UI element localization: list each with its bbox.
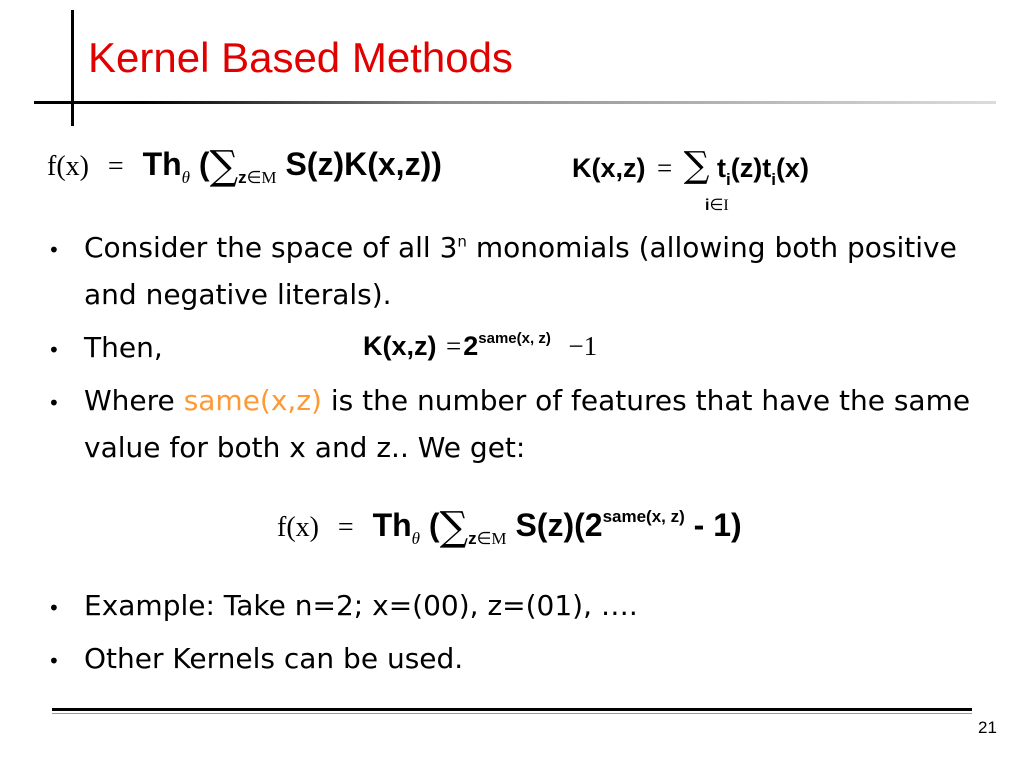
same-xz-highlight: same(x,z): [183, 384, 322, 417]
bullet-continuation: and negative literals).: [84, 278, 392, 311]
bullet-marker: •: [48, 649, 60, 673]
footer-rule-thin: [52, 713, 972, 714]
bullet-marker: •: [48, 596, 60, 620]
formula-exponent: same(x, z): [478, 330, 551, 347]
page-number: 21: [978, 718, 997, 737]
formula-th: Th: [372, 507, 412, 543]
formula-theta: θ: [411, 529, 421, 548]
sum-symbol: ∑: [209, 143, 239, 189]
formula-equals: =: [657, 153, 673, 183]
formula-open-paren: (: [198, 146, 210, 182]
sum-sub-z: z: [468, 529, 477, 548]
sum-symbol: ∑: [683, 145, 710, 186]
formula-tail: - 1): [684, 507, 742, 543]
bullet-continuation: value for both x and z.. We get:: [84, 431, 526, 464]
formula-theta: θ: [181, 168, 191, 187]
bullet-text: Then,: [84, 331, 163, 364]
sum-sub-set: ∈M: [246, 168, 277, 187]
formula-exponent: same(x, z): [602, 507, 685, 526]
formula-equals: =: [107, 151, 124, 182]
bullet-text: Consider the space of all 3$^n$ monomials (allowing both positive: [84, 231, 957, 264]
formula-minus-one: −1: [568, 331, 598, 361]
sum-under-i: i: [705, 197, 710, 214]
formula-paren-x: (x): [775, 153, 809, 183]
formula-th: Th: [142, 146, 182, 182]
formula-lhs: f(x): [277, 512, 319, 543]
bullet-text: Example: Take n=2; x=(00), z=(01), ….: [84, 589, 638, 622]
footer-rule: [52, 708, 972, 711]
bullet-text: Other Kernels can be used.: [84, 642, 464, 675]
formula-paren-z: (z): [730, 153, 763, 183]
bullet-marker: •: [48, 391, 60, 415]
sum-symbol: ∑: [439, 504, 469, 550]
formula-kernel-def: [572, 145, 809, 189]
title-vertical-rule: [71, 10, 74, 126]
sum-under-set: ∈I: [709, 197, 729, 214]
formula-i: i: [771, 170, 776, 189]
formula-t: t: [716, 153, 726, 183]
bullet-marker: •: [48, 338, 60, 362]
formula-f-kernel: [47, 142, 442, 189]
formula-lhs: K(x,z): [572, 153, 646, 183]
formula-open-paren: (: [428, 507, 440, 543]
formula-equals: =: [446, 331, 462, 361]
title-gradient-rule: [140, 101, 996, 104]
formula-base: 2: [463, 331, 479, 361]
formula-kernel-monomial: [363, 330, 598, 361]
slide-title: Kernel Based Methods: [88, 34, 513, 81]
formula-lhs: K(x,z): [363, 331, 437, 361]
sum-under-index: [705, 198, 729, 214]
bullet-marker: •: [48, 238, 60, 262]
formula-lhs: f(x): [47, 151, 89, 182]
bullet-text: Where same(x,z) is the number of features that have the same: [84, 384, 971, 417]
formula-body: S(z)(2: [515, 507, 603, 543]
formula-t: t: [762, 153, 772, 183]
sum-sub-z: z: [238, 168, 247, 187]
formula-body: S(z)K(x,z)): [285, 146, 442, 182]
formula-f-final: [277, 503, 742, 550]
formula-equals: =: [337, 512, 354, 543]
title-horizontal-rule: [34, 101, 140, 104]
formula-i: i: [725, 170, 731, 189]
sum-sub-set: ∈M: [476, 529, 507, 548]
